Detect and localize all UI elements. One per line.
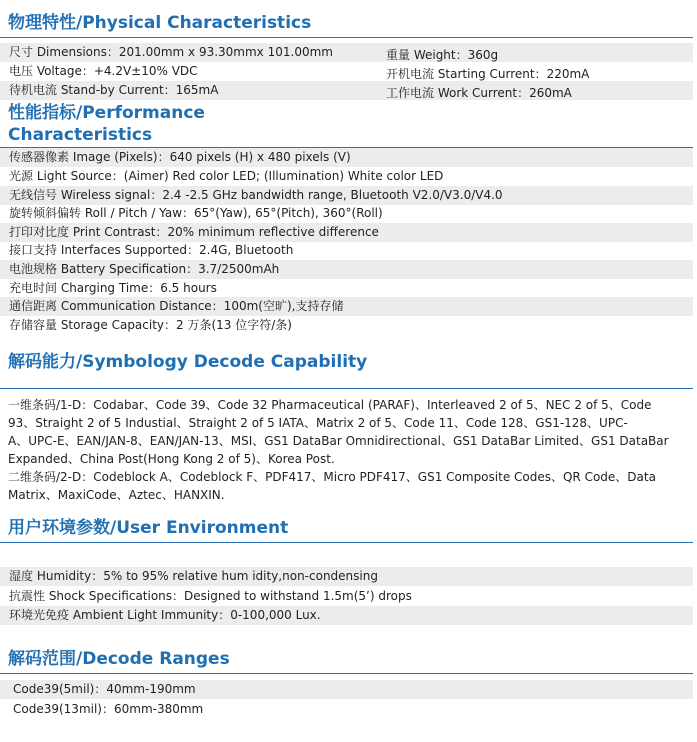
section-title-physical: 物理特性/Physical Characteristics — [8, 13, 312, 33]
spec-row-light-source: 光源 Light Source：(Aimer) Red color LED; (Illumination) White color LED — [9, 169, 444, 183]
spec-starting-current: 开机电流 Starting Current：220mA — [386, 67, 590, 81]
spec-row-wireless: 无线信号 Wireless signal：2.4 -2.5 GHz bandwidth range, Bluetooth V2.0/V3.0/V4.0 — [0, 186, 693, 205]
section-title-performance: 性能指标/Performance — [8, 103, 205, 123]
symbology-line: 一维条码/1-D：Codabar、Code 39、Code 32 Pharmaceutical (PARAF)、Interleaved 2 of 5、NEC 2 of 5、Code — [8, 398, 652, 412]
spec-work-current: 工作电流 Work Current：260mA — [386, 86, 572, 100]
spec-row-battery: 电池规格 Battery Specification：3.7/2500mAh — [0, 260, 693, 279]
symbology-list — [8, 396, 692, 504]
spec-row-distance: 通信距离 Communication Distance：100m(空旷),支持存储 — [0, 297, 693, 316]
spec-row-interfaces: 接口支持 Interfaces Supported：2.4G, Bluetooth — [9, 243, 294, 257]
section-divider — [0, 388, 693, 389]
range-row-13mil: Code39(13mil)：60mm-380mm — [13, 702, 204, 716]
symbology-line: Expanded、China Post(Hong Kong 2 of 5)、Korea Post. — [8, 452, 335, 466]
env-row-ambient-light: 环境光免疫 Ambient Light Immunity：0-100,000 Lux. — [0, 606, 693, 625]
spec-row-charging: 充电时间 Charging Time：6.5 hours — [9, 281, 217, 295]
symbology-line: Matrix、MaxiCode、Aztec、HANXIN. — [8, 488, 225, 502]
section-divider — [0, 542, 693, 543]
range-row-5mil: Code39(5mil)：40mm-190mm — [0, 680, 693, 699]
spec-row-storage: 存储容量 Storage Capacity：2 万条(13 位字符/条) — [9, 318, 292, 332]
spec-row-image: 传感器像素 Image (Pixels)：640 pixels (H) x 480 pixels (V) — [0, 148, 693, 167]
symbology-line: A、UPC-E、EAN/JAN-8、EAN/JAN-13、MSI、GS1 DataBar Omnidirectional、GS1 DataBar Limited、GS1 DataBar — [8, 434, 669, 448]
env-row-shock: 抗震性 Shock Specifications：Designed to withstand 1.5m(5’) drops — [9, 589, 412, 603]
spec-dimensions: 尺寸 Dimensions：201.00mm x 93.30mmx 101.00mm — [9, 45, 333, 59]
spec-row-roll-pitch-yaw: 旋转倾斜偏转 Roll / Pitch / Yaw：65°(Yaw), 65°(Pitch), 360°(Roll) — [9, 206, 383, 220]
spec-row-print-contrast: 打印对比度 Print Contrast：20% minimum reflective difference — [0, 223, 693, 242]
section-divider — [0, 37, 693, 38]
spec-standby-current: 待机电流 Stand-by Current：165mA — [9, 83, 219, 97]
spec-voltage: 电压 Voltage：+4.2V±10% VDC — [9, 64, 198, 78]
spec-weight: 重量 Weight：360g — [386, 48, 499, 62]
env-row-humidity: 湿度 Humidity：5% to 95% relative hum idity,non-condensing — [0, 567, 693, 586]
section-title-ranges: 解码范围/Decode Ranges — [8, 649, 230, 669]
symbology-line: 二维条码/2-D：Codeblock A、Codeblock F、PDF417、Micro PDF417、GS1 Composite Codes、QR Code、Data — [8, 470, 656, 484]
section-divider — [0, 673, 693, 674]
section-title-performance-cont: Characteristics — [8, 125, 153, 145]
symbology-line: 93、Straight 2 of 5 Industial、Straight 2 of 5 IATA、Matrix 2 of 5、Code 11、Code 128、GS1-128、UPC- — [8, 416, 628, 430]
section-title-symbology: 解码能力/Symbology Decode Capability — [8, 352, 368, 372]
section-title-environment: 用户环境参数/User Environment — [8, 518, 289, 538]
